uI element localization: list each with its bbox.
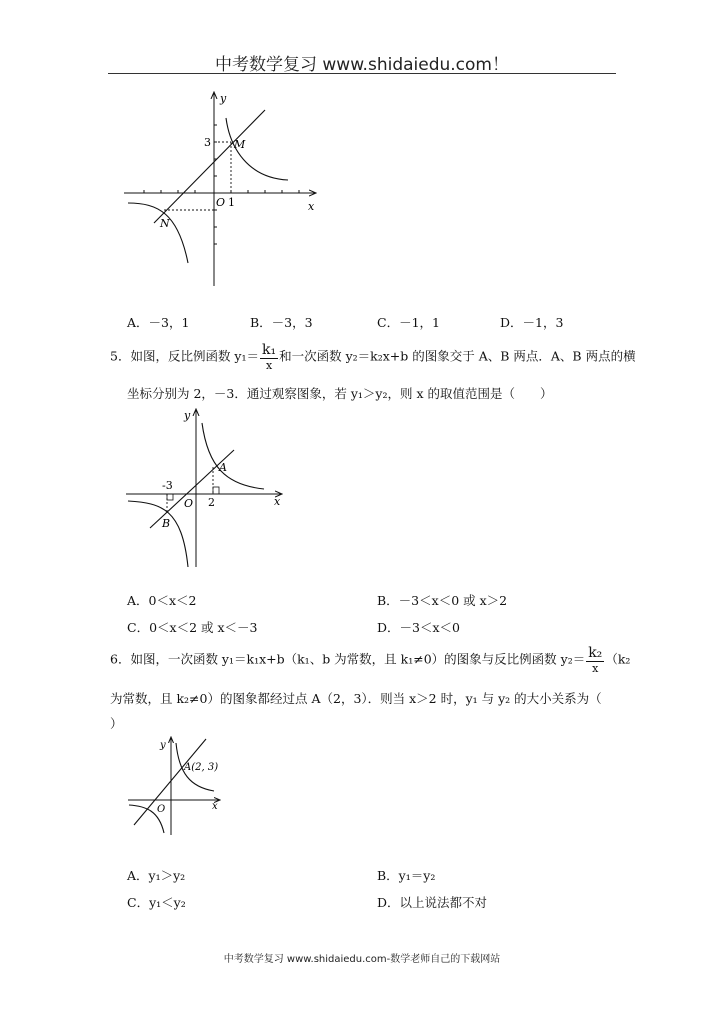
q5-stem-line2: 坐标分别为 2，－3．通过观察图象，若 y₁＞y₂，则 x 的取值范围是（ ） (127, 386, 553, 401)
q4-label-y: y (220, 92, 227, 105)
q5-frac-num: k₁ (262, 342, 277, 358)
q4-label-m: M (234, 138, 246, 151)
q4-label-x: x (308, 200, 315, 213)
q6-option-b[interactable]: B．y₁＝y₂ (377, 868, 436, 883)
q5-hyperbola-q3 (128, 501, 188, 567)
q5-label-a: A (219, 461, 227, 474)
q6-stem-part2: （k₂ (605, 651, 631, 667)
q4-line (154, 110, 265, 223)
q6-fraction (586, 645, 604, 675)
q5-option-d[interactable]: D．－3＜x＜0 (377, 620, 460, 635)
q5-hyperbola-q1 (202, 423, 264, 489)
q5-tick-minus3: -3 (162, 479, 173, 492)
header-divider (108, 73, 616, 74)
q6-option-c[interactable]: C．y₁＜y₂ (127, 895, 186, 910)
q5-frac-den: x (265, 359, 273, 372)
q6-frac-num: k₂ (588, 645, 603, 661)
q6-figure (124, 733, 229, 838)
q6-label-x: x (212, 801, 218, 812)
q4-tick-3: 3 (204, 136, 211, 149)
q6-stem-part1: 6．如图，一次函数 y₁＝k₁x+b（k₁、b 为常数，且 k₁≠0）的图象与反比例函数 y₂＝ (110, 651, 586, 667)
page-header: 中考数学复习 www.shidaiedu.com！ (215, 55, 509, 75)
q4-option-c[interactable]: C．－1，1 (377, 315, 440, 330)
q6-line (134, 739, 206, 825)
q6-stem-line1 (110, 645, 630, 675)
q5-label-b: B (162, 517, 171, 530)
q5-label-origin: O (184, 497, 194, 510)
page-footer: 中考数学复习 www.shidaiedu.com-数学老师自己的下载网站 (223, 954, 501, 965)
q5-fraction (260, 342, 278, 372)
q4-option-b[interactable]: B．－3，3 (250, 315, 313, 330)
q6-option-a[interactable]: A．y₁＞y₂ (127, 868, 186, 883)
q5-figure (122, 405, 292, 570)
q6-frac-den: x (592, 662, 599, 675)
q6-option-d[interactable]: D．以上说法都不对 (377, 895, 488, 910)
q4-option-d[interactable]: D．－1，3 (500, 315, 564, 330)
q4-label-n: N (160, 217, 170, 230)
q6-label-origin: O (157, 804, 166, 815)
q4-label-origin: O (216, 196, 226, 209)
q5-option-b[interactable]: B．－3＜x＜0 或 x＞2 (377, 593, 508, 608)
q6-label-a: A(2, 3) (184, 762, 219, 773)
q5-option-a[interactable]: A．0＜x＜2 (127, 593, 197, 608)
q5-stem-part1: 5．如图，反比例函数 y₁＝ (110, 348, 259, 364)
q4-hyperbola-q3 (128, 203, 188, 263)
q5-option-c[interactable]: C．0＜x＜2 或 x＜－3 (127, 620, 258, 635)
q5-label-y: y (184, 409, 191, 422)
q4-option-a[interactable]: A．－3，1 (127, 315, 190, 330)
q5-stem-line1 (110, 342, 636, 372)
q6-stem-line2: 为常数，且 k₂≠0）的图象都经过点 A（2，3）．则当 x＞2 时，y₁ 与 y₂ 的大小关系为（ (110, 691, 602, 706)
q6-label-y: y (160, 740, 166, 751)
q4-tick-1: 1 (228, 196, 235, 209)
q4-figure (118, 88, 328, 288)
q5-stem-part2: 和一次函数 y₂＝k₂x+b 的图象交于 A、B 两点．A、B 两点的横 (279, 348, 636, 364)
q5-tick-2: 2 (208, 496, 215, 509)
q5-label-x: x (274, 495, 281, 508)
q6-stem-line3: ） (110, 716, 123, 731)
